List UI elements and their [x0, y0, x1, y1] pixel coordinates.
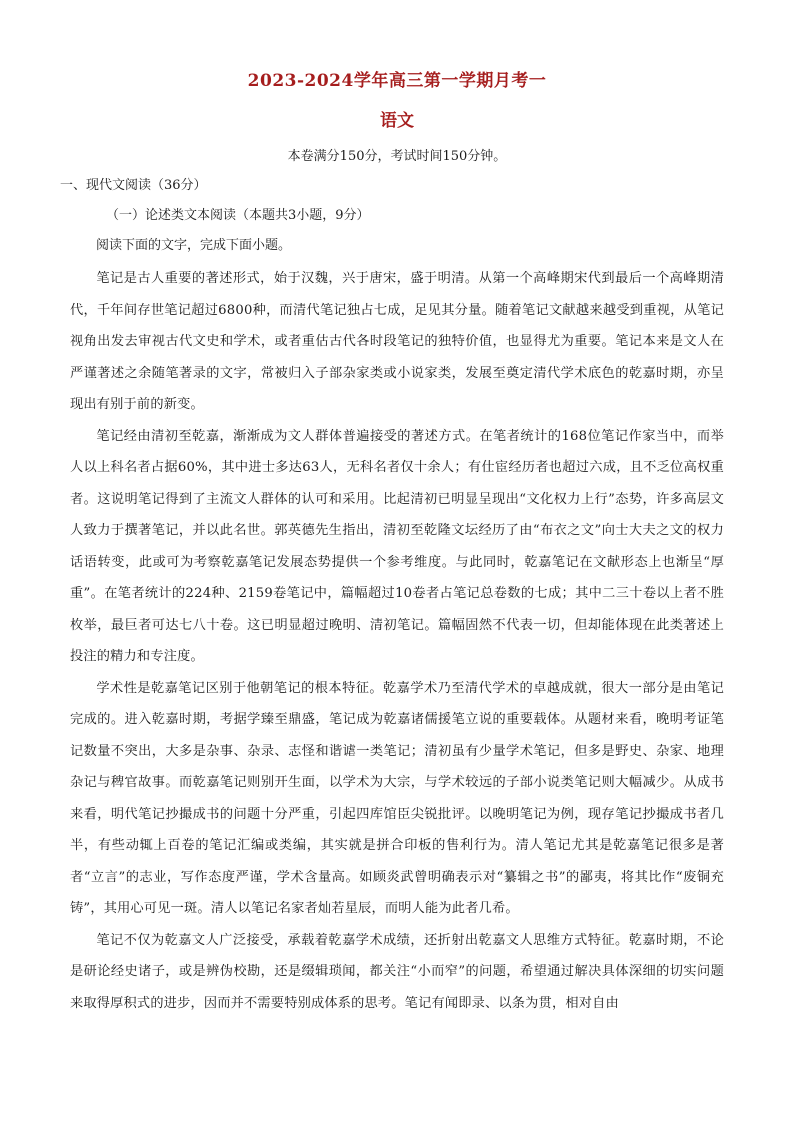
- subject-title: 语文: [380, 111, 414, 131]
- passage-paragraph-3: 学术性是乾嘉笔记区别于他朝笔记的根本特征。乾嘉学术乃至清代学术的卓越成就，很大一部分是由笔记完成的。进入乾嘉时期，考据学臻至鼎盛，笔记成为乾嘉诸儒援笔立说的重要载体。从题材来看，晚明考证笔记数量不突出，大多是杂事、杂录、志怪和谐谑一类笔记；清初虽有少量学术笔记，但多是野史、杂家、地理杂记与稗官故事。而乾嘉笔记则别开生面，以学术为大宗，与学术较远的子部小说类笔记则大幅减少。从成书来看，明代笔记抄撮成书的问题十分严重，引起四库馆臣尖锐批评。以晚明笔记为例，现存笔记抄撮成书者几半，有些动辄上百卷的笔记汇编或类编，其实就是拼合印板的售利行为。清人笔记尤其是乾嘉笔记很多是著者“立言”的志业，写作态度严谨，学术含量高。如顾炎武曾明确表示对“纂辑之书”的鄙夷，将其比作“废铜充铸”，其用心可见一斑。清人以笔记名家者灿若星辰，而明人能为此者几希。: [70, 680, 724, 916]
- passage-paragraph-2: 笔记经由清初至乾嘉，渐渐成为文人群体普遍接受的著述方式。在笔者统计的168位笔记作家当中，而举人以上科名者占据60%，其中进士多达63人，无科名者仅十余人；有仕宦经历者也超过六成，且不乏位高权重者。这说明笔记得到了主流文人群体的认可和采用。比起清初已明显呈现出“文化权力上行”态势，许多高层文人致力于撰著笔记，并以此名世。郭英德先生指出，清初至乾隆文坛经历了由“布衣之文”向士大夫之文的权力话语转变，此或可为考察乾嘉笔记发展态势提供一个参考维度。与此同时，乾嘉笔记在文献形态上也渐呈“厚重”。在笔者统计的224种、2159卷笔记中，篇幅超过10卷者占笔记总卷数的七成；其中二三十卷以上者不胜枚举，最巨者可达七八十卷。这已明显超过晚明、清初笔记。篇幅固然不代表一切，但却能体现在此类著述上投注的精力和专注度。: [70, 428, 724, 664]
- reading-instruction: 阅读下面的文字，完成下面小题。: [96, 238, 292, 253]
- section-heading: 一、现代文阅读（36分）: [60, 178, 207, 193]
- exam-title: 2023-2024学年高三第一学期月考一: [247, 71, 547, 91]
- passage-paragraph-1: 笔记是古人重要的著述形式，始于汉魏，兴于唐宋，盛于明清。从第一个高峰期宋代到最后一个高峰期清代，千年间存世笔记超过6800种，而清代笔记独占七成，足见其分量。随着笔记文献越来越受到重视，从笔记视角出发去审视古代文史和学术，或者重估古代各时段笔记的独特价值，也显得尤为重要。笔记本来是文人在严谨著述之余随笔著录的文字，常被归入子部杂家类或小说家类，发展至奠定清代学术底色的乾嘉时期，亦呈现出有别于前的新变。: [70, 271, 724, 412]
- passage-paragraph-4: 笔记不仅为乾嘉文人广泛接受，承载着乾嘉学术成绩，还折射出乾嘉文人思维方式特征。乾嘉时期，不论是研论经史诸子，或是辨伪校勘，还是缀辑琐闻，都关注“小而窄”的问题，希望通过解决具体深细的切实问题来取得厚积式的进步，因而并不需要特别成体系的思考。笔记有闻即录、以条为贯，相对自由: [70, 932, 724, 1011]
- subsection-heading: （一）论述类文本阅读（本题共3小题，9分）: [106, 208, 370, 223]
- exam-note: 本卷满分150分，考试时间150分钟。: [287, 149, 507, 164]
